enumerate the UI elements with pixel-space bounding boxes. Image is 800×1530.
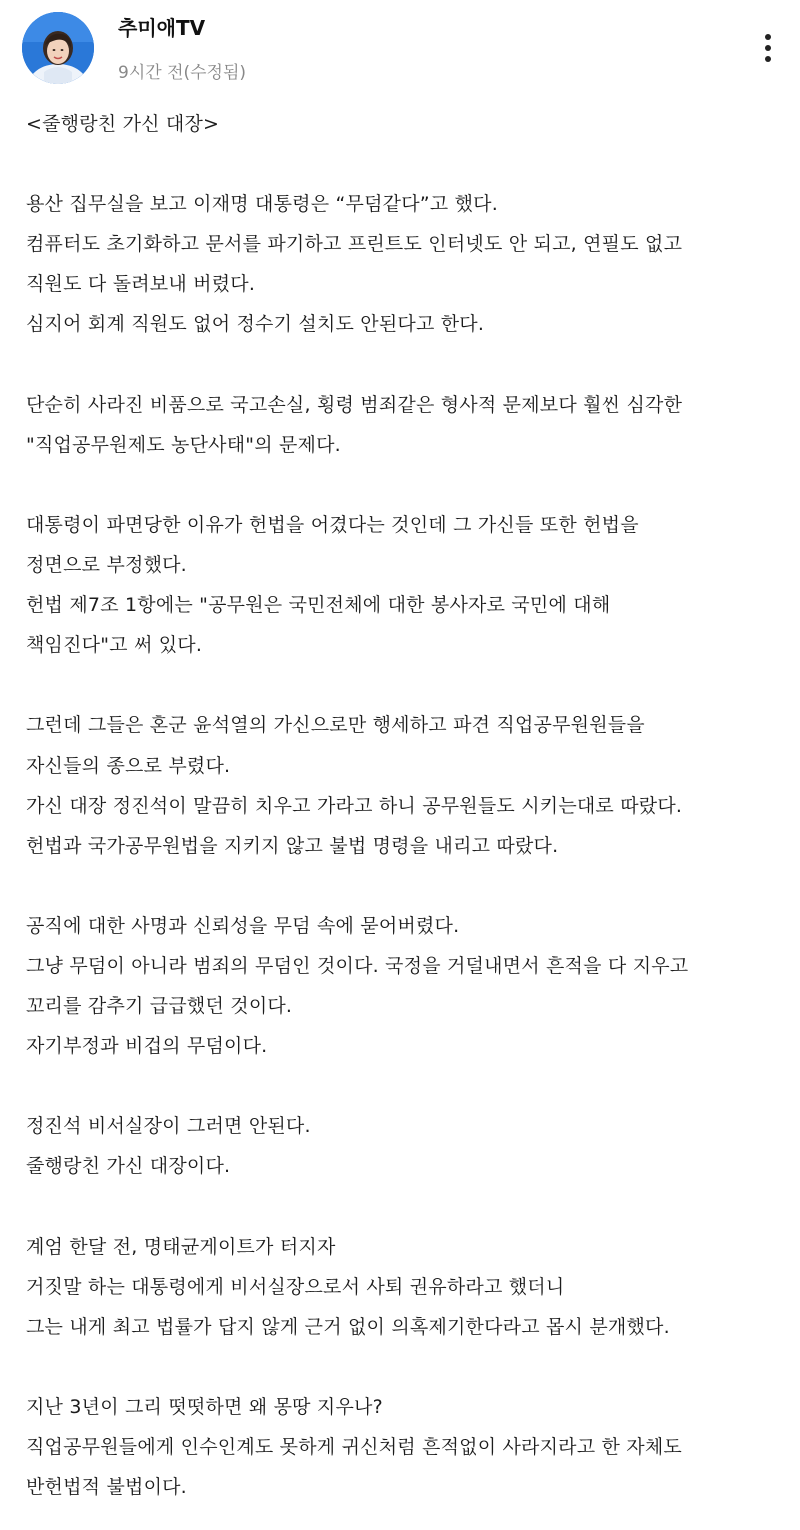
post-text-line: 공직에 대한 사명과 신뢰성을 무덤 속에 묻어버렸다. [26,914,460,937]
author-avatar[interactable] [22,12,94,84]
post-text-line: 꼬리를 감추기 급급했던 것이다. [26,995,293,1018]
post-text-line: 그는 내게 최고 법률가 답지 않게 근거 없이 의혹제기한다라고 몹시 분개했다. [26,1315,670,1338]
paragraph-spacer [26,1347,786,1387]
post-text-line: 가신 대장 정진석이 말끔히 치우고 가라고 하니 공무원들도 시키는대로 따랐다. [26,794,683,817]
post-text-line: 대통령이 파면당한 이유가 헌법을 어겼다는 것인데 그 가신들 또한 헌법을 [26,513,639,536]
post-text-line: 정진석 비서실장이 그러면 안된다. [26,1115,311,1138]
post-text-line: 그냥 무덤이 아니라 범죄의 무덤인 것이다. 국정을 거덜내면서 흔적을 다 지우고 [26,954,689,977]
post-text-line: 컴퓨터도 초기화하고 문서를 파기하고 프린트도 인터넷도 안 되고, 연필도 없고 [26,233,683,256]
post-text-line: 지난 3년이 그리 떳떳하면 왜 몽땅 지우나? [26,1396,383,1418]
paragraph-spacer [26,1066,786,1106]
paragraph-spacer [26,345,786,385]
paragraph-spacer [26,465,786,505]
post-text-line: 헌법 제7조 1항에는 "공무원은 국민전체에 대한 봉사자로 국민에 대해 [26,594,611,617]
paragraph-spacer [26,866,786,906]
post-text-line: 책임진다"고 써 있다. [26,634,203,657]
more-options-button[interactable] [752,28,784,68]
post-body [26,104,786,1507]
post-text-line: 용산 집무실을 보고 이재명 대통령은 “무덤같다”고 했다. [26,193,498,216]
author-name[interactable]: 추미애TV [118,16,206,40]
post-text-line: 줄행랑친 가신 대장이다. [26,1155,231,1178]
avatar-image [22,12,94,84]
post-text-line: "직업공무원제도 농단사태"의 문제다. [26,433,341,456]
post-text-line: 심지어 회계 직원도 없어 정수기 설치도 안된다고 한다. [26,313,485,336]
paragraph-spacer [26,1187,786,1227]
post-text-line: 직업공무원들에게 인수인계도 못하게 귀신처럼 흔적없이 사라지라고 한 자체도 [26,1436,682,1459]
paragraph-spacer [26,665,786,705]
post-header [0,0,800,100]
post-text-line: <줄행랑친 가신 대장> [26,113,220,135]
post-text-line: 자신들의 종으로 부렸다. [26,754,231,777]
post-text-line: 그런데 그들은 혼군 윤석열의 가신으로만 행세하고 파견 직업공무원원들을 [26,714,645,737]
more-vertical-icon-dot [765,45,771,51]
post-timestamp: 9시간 전(수정됨) [118,63,247,83]
post-text-line: 반헌법적 불법이다. [26,1476,187,1499]
more-vertical-icon-dot [765,56,771,62]
post-text-line: 헌법과 국가공무원법을 지키지 않고 불법 명령을 내리고 따랐다. [26,834,559,857]
post-text-line: 거짓말 하는 대통령에게 비서실장으로서 사퇴 권유하라고 했더니 [26,1275,565,1298]
post-text-line: 직원도 다 돌려보내 버렸다. [26,273,256,296]
post-text-line: 단순히 사라진 비품으로 국고손실, 횡령 범죄같은 형사적 문제보다 훨씬 심각한 [26,393,683,416]
post-text-line: 자기부정과 비겁의 무덤이다. [26,1035,268,1058]
more-vertical-icon [765,34,771,40]
paragraph-spacer [26,144,786,184]
post-text-line: 계엄 한달 전, 명태균게이트가 터지자 [26,1235,336,1258]
post-text-line: 정면으로 부정했다. [26,554,187,577]
